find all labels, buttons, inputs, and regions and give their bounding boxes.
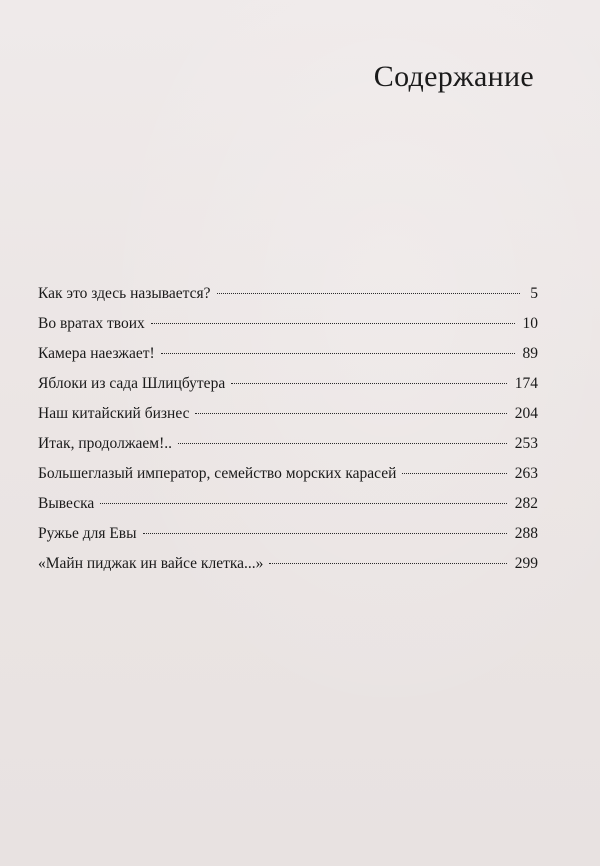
- toc-entry-title: Яблоки из сада Шлицбутера: [38, 375, 226, 392]
- dot-leader: [151, 323, 515, 324]
- toc-entry: [38, 435, 538, 465]
- dot-leader: [100, 503, 506, 504]
- toc-entry: [38, 525, 538, 555]
- toc-entry: [38, 555, 538, 585]
- dot-leader: [161, 353, 515, 354]
- toc-entry-page: 89: [522, 345, 538, 362]
- toc-entry: [38, 465, 538, 495]
- toc-entry: [38, 315, 538, 345]
- toc-entry: [38, 285, 538, 315]
- toc-entry: [38, 405, 538, 435]
- toc-entry-title: Как это здесь называется?: [38, 285, 211, 302]
- toc-entry-page: 10: [522, 315, 538, 332]
- toc-entry-title: «Майн пиджак ин вайсе клетка...»: [38, 555, 264, 572]
- toc-entry-title: Ружье для Евы: [38, 525, 137, 542]
- toc-entry-page: 263: [514, 465, 538, 482]
- toc-entry-page: 174: [514, 375, 538, 392]
- toc-entry-title: Итак, продолжаем!..: [38, 435, 173, 452]
- toc-entry-title: Камера наезжает!: [38, 345, 155, 362]
- toc-entry-page: 253: [514, 435, 538, 452]
- dot-leader: [217, 293, 520, 294]
- toc-entry: [38, 345, 538, 375]
- toc-entry: [38, 375, 538, 405]
- dot-leader: [195, 413, 506, 414]
- toc-entry-page: 288: [514, 525, 538, 542]
- toc-entry-title: Во вратах твоих: [38, 315, 145, 332]
- toc-entry-page: 282: [514, 495, 538, 512]
- page-title: Содержание: [373, 60, 534, 93]
- dot-leader: [231, 383, 507, 384]
- dot-leader: [143, 533, 507, 534]
- toc-entry: [38, 495, 538, 525]
- toc-entry-title: Вывеска: [38, 495, 95, 512]
- toc-entry-page: 299: [514, 555, 538, 572]
- toc-entry-title: Наш китайский бизнес: [38, 405, 190, 422]
- table-of-contents: [38, 285, 538, 585]
- dot-leader: [402, 473, 506, 474]
- toc-entry-page: 5: [530, 285, 538, 302]
- toc-entry-title: Большеглазый император, семейство морских карасей: [38, 465, 397, 482]
- toc-entry-page: 204: [514, 405, 538, 422]
- dot-leader: [269, 563, 506, 564]
- dot-leader: [178, 443, 507, 444]
